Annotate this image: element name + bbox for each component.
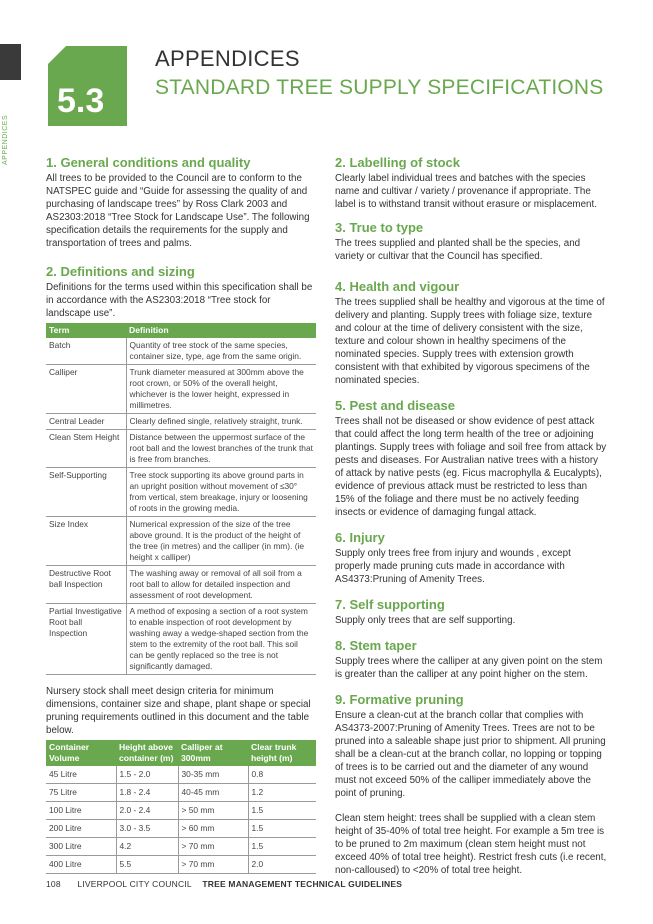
definition-cell: Trunk diameter measured at 300mm above the root crown, or 50% of the overall height, whichever is the lower height, expressed in millimetres. bbox=[126, 365, 316, 414]
table-header-cell: Term bbox=[46, 323, 126, 338]
footer-council: LIVERPOOL CITY COUNCIL bbox=[77, 879, 192, 889]
section-heading: 1. General conditions and quality bbox=[46, 155, 251, 170]
section-heading: 5. Pest and disease bbox=[335, 398, 455, 413]
table-row bbox=[46, 365, 316, 414]
section-body: Trees shall not be diseased or show evidence of pest attack that could affect the long term health of the tree or adjoining plantings. Supply trees with foliage and soil free from attack by pests and diseases. For Australian native trees with a history of attack by native pests (eg. Ficus macrophylla & Eucalypts), evidence of previous attack must be restricted to less than 15% of the foliage and there must be no actively feeding insects or evidence of damaging fungal attack. bbox=[335, 416, 607, 518]
table-cell: 400 Litre bbox=[46, 856, 116, 874]
term-cell: Clean Stem Height bbox=[46, 430, 126, 468]
term-cell: Batch bbox=[46, 338, 126, 365]
table-cell: 5.5 bbox=[116, 856, 178, 874]
table-row bbox=[46, 802, 316, 820]
side-label: APPENDICES bbox=[2, 114, 9, 166]
section-heading: 2. Definitions and sizing bbox=[46, 264, 195, 279]
page-title: APPENDICES bbox=[155, 46, 300, 71]
page-subtitle: STANDARD TREE SUPPLY SPECIFICATIONS bbox=[155, 76, 604, 99]
table-cell: 2.0 - 2.4 bbox=[116, 802, 178, 820]
section-heading: 3. True to type bbox=[335, 220, 424, 235]
term-cell: Partial Investigative Root ball Inspection bbox=[46, 604, 126, 675]
section-body: Definitions for the terms used within this specification shall be in accordance with the AS2303:2018 “Tree stock for landscape use”. bbox=[46, 282, 313, 319]
table-cell: 300 Litre bbox=[46, 838, 116, 856]
table-cell: 2.0 bbox=[248, 856, 316, 874]
right-column bbox=[335, 155, 607, 877]
page-footer bbox=[46, 879, 402, 889]
table-cell: 1.2 bbox=[248, 784, 316, 802]
table-row bbox=[46, 820, 316, 838]
table-header-cell: Container Volume bbox=[46, 740, 116, 766]
table-cell: > 70 mm bbox=[178, 856, 248, 874]
left-column bbox=[46, 155, 316, 874]
table-row bbox=[46, 566, 316, 604]
term-cell: Self-Supporting bbox=[46, 468, 126, 517]
table-cell: > 60 mm bbox=[178, 820, 248, 838]
table-row bbox=[46, 338, 316, 365]
table-header-row bbox=[46, 323, 316, 338]
section-body: Ensure a clean-cut at the branch collar that complies with AS4373-2007:Pruning of Amenity Trees. Trees are not to be pruned into a saleable shape just prior to shipment. All pruning shall be a clean-cut at the branch collar, no lopping or topping of trees is to be carried out and the diameter of any wound must not exceed 50% of the calliper immediately above the point of pruning. bbox=[335, 710, 606, 799]
table-cell: 4.2 bbox=[116, 838, 178, 856]
definition-cell: Distance between the uppermost surface of the root ball and the lowest branches of the trunk that is free from branches. bbox=[126, 430, 316, 468]
definitions-table bbox=[46, 323, 316, 675]
table-cell: 75 Litre bbox=[46, 784, 116, 802]
table-cell: 1.8 - 2.4 bbox=[116, 784, 178, 802]
section-heading: 9. Formative pruning bbox=[335, 692, 464, 707]
term-cell: Size Index bbox=[46, 517, 126, 566]
table-header-row bbox=[46, 740, 316, 766]
table-cell: 200 Litre bbox=[46, 820, 116, 838]
table-row bbox=[46, 517, 316, 566]
section-body: All trees to be provided to the Council are to conform to the NATSPEC guide and “Guide for assessing the quality of and purchasing of landscape trees” by Ross Clark 2003 and AS2303:2018 “Tree Stock for Landscape Use”. The following specification details the requirements for the supply and transportation of trees and palms. bbox=[46, 173, 310, 249]
section-body: The trees supplied and planted shall be the species, and variety or cultivar that the Council has specified. bbox=[335, 238, 581, 262]
table-cell: 1.5 bbox=[248, 820, 316, 838]
table-row bbox=[46, 468, 316, 517]
nursery-intro: Nursery stock shall meet design criteria for minimum dimensions, container size and shape, plant shape or special pruning requirements outlined in this document and the table below. bbox=[46, 686, 311, 736]
table-cell: 1.5 - 2.0 bbox=[116, 766, 178, 784]
section-side-tab bbox=[0, 44, 21, 80]
section-heading: 2. Labelling of stock bbox=[335, 155, 460, 170]
footer-guide-title: TREE MANAGEMENT TECHNICAL GUIDELINES bbox=[202, 879, 403, 889]
table-cell: 30-35 mm bbox=[178, 766, 248, 784]
section-heading: 6. Injury bbox=[335, 530, 385, 545]
table-header-cell: Clear trunk height (m) bbox=[248, 740, 316, 766]
section-body: Clean stem height: trees shall be supplied with a clean stem height of 35-40% of total tree height. For example a 5m tree is to be pruned to 2m maximum (clean stem height must not exceed 40% of total tree height). Restrict fresh cuts (i.e recent, non-calloused) to <20% of total tree height. bbox=[335, 813, 607, 876]
table-row bbox=[46, 838, 316, 856]
table-row bbox=[46, 766, 316, 784]
section-number: 5.3 bbox=[57, 82, 105, 120]
definition-cell: Quantity of tree stock of the same species, container size, type, age from the same origin. bbox=[126, 338, 316, 365]
table-cell: 3.0 - 3.5 bbox=[116, 820, 178, 838]
table-cell: 40-45 mm bbox=[178, 784, 248, 802]
table-cell: 45 Litre bbox=[46, 766, 116, 784]
definition-cell: A method of exposing a section of a root system to enable inspection of root development by washing away a wedge-shaped section from the stem to the extremity of the root ball. This soil can be gently replaced so the tree is not significantly damaged. bbox=[126, 604, 316, 675]
section-body: Clearly label individual trees and batches with the species name and cultivar / variety / provenance if appropriate. The label is to withstand transit without erasure or misplacement. bbox=[335, 173, 597, 210]
table-cell: > 50 mm bbox=[178, 802, 248, 820]
section-heading: 8. Stem taper bbox=[335, 638, 417, 653]
table-cell: 100 Litre bbox=[46, 802, 116, 820]
definition-cell: The washing away or removal of all soil from a root ball to allow for detailed inspection and assessment of root development. bbox=[126, 566, 316, 604]
table-header-cell: Definition bbox=[126, 323, 316, 338]
section-body: Supply only trees free from injury and wounds , except properly made pruning cuts made in accordance with AS4373:Pruning of Amenity Trees. bbox=[335, 548, 571, 585]
page-number: 108 bbox=[46, 879, 61, 889]
nursery-stock-table bbox=[46, 740, 316, 874]
definition-cell: Tree stock supporting its above ground parts in an upright position without movement of ≤30° from vertical, stem breakage, injury or loosening of roots in the growing media. bbox=[126, 468, 316, 517]
table-cell: 1.5 bbox=[248, 838, 316, 856]
section-heading: 4. Health and vigour bbox=[335, 279, 460, 294]
term-cell: Destructive Root ball Inspection bbox=[46, 566, 126, 604]
table-header-cell: Height above container (m) bbox=[116, 740, 178, 766]
table-row bbox=[46, 784, 316, 802]
section-body: The trees supplied shall be healthy and vigorous at the time of delivery and planting. Supply trees with foliage size, texture and colour at the time of delivery consistent with the size, texture and colour shown in healthy specimens of the nominated species. Supply trees with extension growth consistent with that exhibited by vigorous specimens of the nominated species. bbox=[335, 297, 605, 386]
table-header-cell: Calliper at 300mm bbox=[178, 740, 248, 766]
table-cell: 0.8 bbox=[248, 766, 316, 784]
definition-cell: Numerical expression of the size of the tree above ground. It is the product of the height of the tree (in metres) and the calliper (in mm). (ie height x calliper) bbox=[126, 517, 316, 566]
table-row bbox=[46, 604, 316, 675]
table-cell: 1.5 bbox=[248, 802, 316, 820]
section-body: Supply trees where the calliper at any given point on the stem is greater than the calliper at any point higher on the stem. bbox=[335, 656, 603, 680]
definition-cell: Clearly defined single, relatively straight, trunk. bbox=[126, 414, 316, 430]
table-cell: > 70 mm bbox=[178, 838, 248, 856]
term-cell: Calliper bbox=[46, 365, 126, 414]
section-heading: 7. Self supporting bbox=[335, 597, 445, 612]
section-body: Supply only trees that are self supporting. bbox=[335, 615, 516, 626]
table-row bbox=[46, 430, 316, 468]
table-row bbox=[46, 414, 316, 430]
table-row bbox=[46, 856, 316, 874]
term-cell: Central Leader bbox=[46, 414, 126, 430]
